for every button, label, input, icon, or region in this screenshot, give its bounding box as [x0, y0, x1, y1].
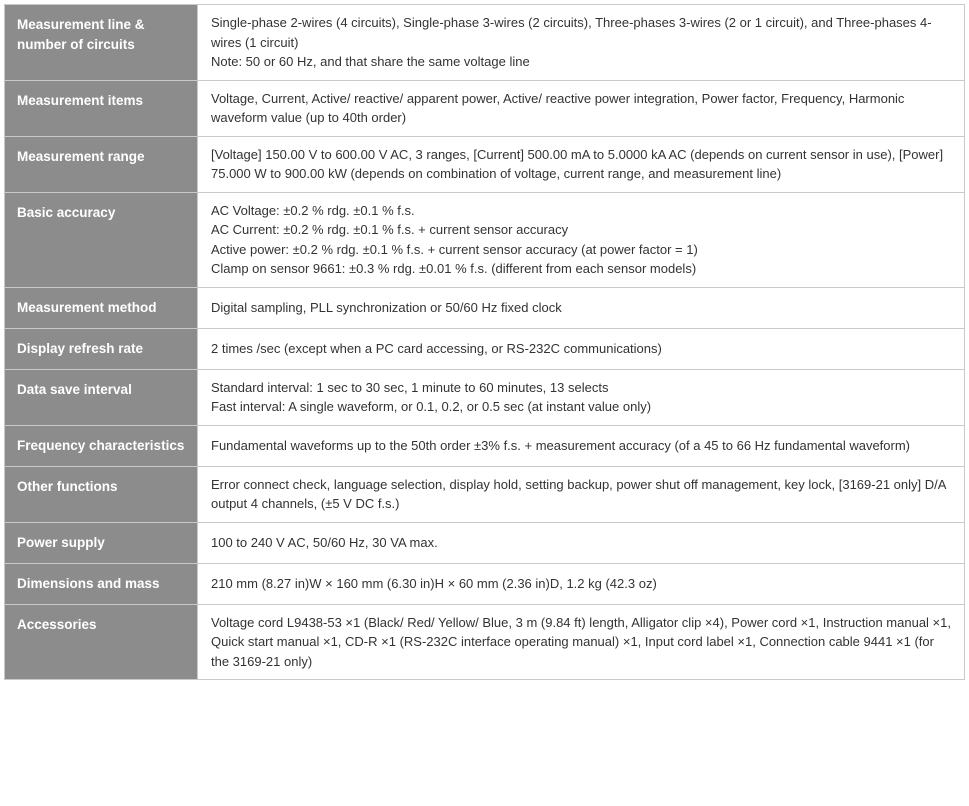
spec-value-line: Active power: ±0.2 % rdg. ±0.1 % f.s. + current sensor accuracy (at power factor = 1) — [211, 241, 698, 257]
spec-label: Accessories — [5, 604, 198, 680]
spec-value-line: Clamp on sensor 9661: ±0.3 % rdg. ±0.01 % f.s. (different from each sensor models) — [211, 261, 697, 276]
spec-value-line: [Voltage] 150.00 V to 600.00 V AC, 3 ranges, [Current] 500.00 mA to 5.0000 kA AC (depends on current sensor in use), [Power] 75.000 W to 900.00 kW (depends on combination of voltage, current range, and measurement line) — [211, 146, 944, 181]
spec-row — [5, 80, 965, 136]
spec-value-line: Error connect check, language selection, display hold, setting backup, power shut off management, key lock, [3169-21 only] D/A output 4 channels, (±5 V DC f.s.) — [211, 476, 946, 511]
spec-value-line: Note: 50 or 60 Hz, and that share the same voltage line — [211, 54, 530, 69]
spec-row — [5, 287, 965, 328]
spec-value-line: AC Voltage: ±0.2 % rdg. ±0.1 % f.s. — [211, 202, 415, 218]
spec-value-line: Fundamental waveforms up to the 50th order ±3% f.s. + measurement accuracy (of a 45 to 66 Hz fundamental waveform) — [211, 437, 911, 453]
spec-value-line: 210 mm (8.27 in)W × 160 mm (6.30 in)H × 60 mm (2.36 in)D, 1.2 kg (42.3 oz) — [211, 575, 657, 591]
spec-value — [198, 136, 965, 192]
spec-row — [5, 369, 965, 425]
spec-value — [198, 369, 965, 425]
spec-value-line: 2 times /sec (except when a PC card accessing, or RS-232C communications) — [211, 340, 662, 356]
spec-row — [5, 604, 965, 680]
spec-row — [5, 192, 965, 287]
spec-value-line: Voltage, Current, Active/ reactive/ apparent power, Active/ reactive power integration, Power factor, Frequency, Harmonic waveform value (up to 40th order) — [211, 90, 905, 125]
spec-value-line: AC Current: ±0.2 % rdg. ±0.1 % f.s. + current sensor accuracy — [211, 222, 569, 237]
spec-table — [4, 4, 965, 680]
spec-label: Display refresh rate — [5, 328, 198, 369]
spec-value — [198, 5, 965, 81]
spec-row — [5, 522, 965, 563]
spec-table-body — [5, 5, 965, 680]
spec-value-line: 100 to 240 V AC, 50/60 Hz, 30 VA max. — [211, 534, 438, 550]
spec-value-line: Voltage cord L9438-53 ×1 (Black/ Red/ Yellow/ Blue, 3 m (9.84 ft) length, Alligator clip ×4), Power cord ×1, Instruction manual ×1, Quick start manual ×1, CD-R ×1 (RS-232C interface operating manual) ×1, Input cord label ×1, Connection cable 9441 ×1 (for the 3169-21 only) — [211, 614, 951, 669]
spec-value — [198, 604, 965, 680]
spec-label: Basic accuracy — [5, 192, 198, 287]
spec-label: Measurement range — [5, 136, 198, 192]
spec-value — [198, 192, 965, 287]
spec-value — [198, 287, 965, 328]
spec-value — [198, 466, 965, 522]
spec-row — [5, 328, 965, 369]
spec-value-line: Fast interval: A single waveform, or 0.1, 0.2, or 0.5 sec (at instant value only) — [211, 399, 652, 414]
spec-label: Dimensions and mass — [5, 563, 198, 604]
spec-label: Measurement items — [5, 80, 198, 136]
spec-value — [198, 80, 965, 136]
spec-value-line: Digital sampling, PLL synchronization or 50/60 Hz fixed clock — [211, 299, 562, 315]
spec-label: Other functions — [5, 466, 198, 522]
spec-value-line: Standard interval: 1 sec to 30 sec, 1 minute to 60 minutes, 13 selects — [211, 379, 609, 395]
spec-label: Power supply — [5, 522, 198, 563]
spec-value-line: Single-phase 2-wires (4 circuits), Single-phase 3-wires (2 circuits), Three-phases 3-wires (2 or 1 circuit), and Three-phases 4-wires (1 circuit) — [211, 15, 932, 50]
spec-row — [5, 136, 965, 192]
spec-label: Measurement line & number of circuits — [5, 5, 198, 81]
spec-value — [198, 328, 965, 369]
spec-value — [198, 425, 965, 466]
spec-label: Measurement method — [5, 287, 198, 328]
spec-row — [5, 466, 965, 522]
spec-value — [198, 563, 965, 604]
spec-row — [5, 425, 965, 466]
spec-row — [5, 5, 965, 81]
spec-row — [5, 563, 965, 604]
spec-label: Frequency characteristics — [5, 425, 198, 466]
spec-value — [198, 522, 965, 563]
spec-label: Data save interval — [5, 369, 198, 425]
